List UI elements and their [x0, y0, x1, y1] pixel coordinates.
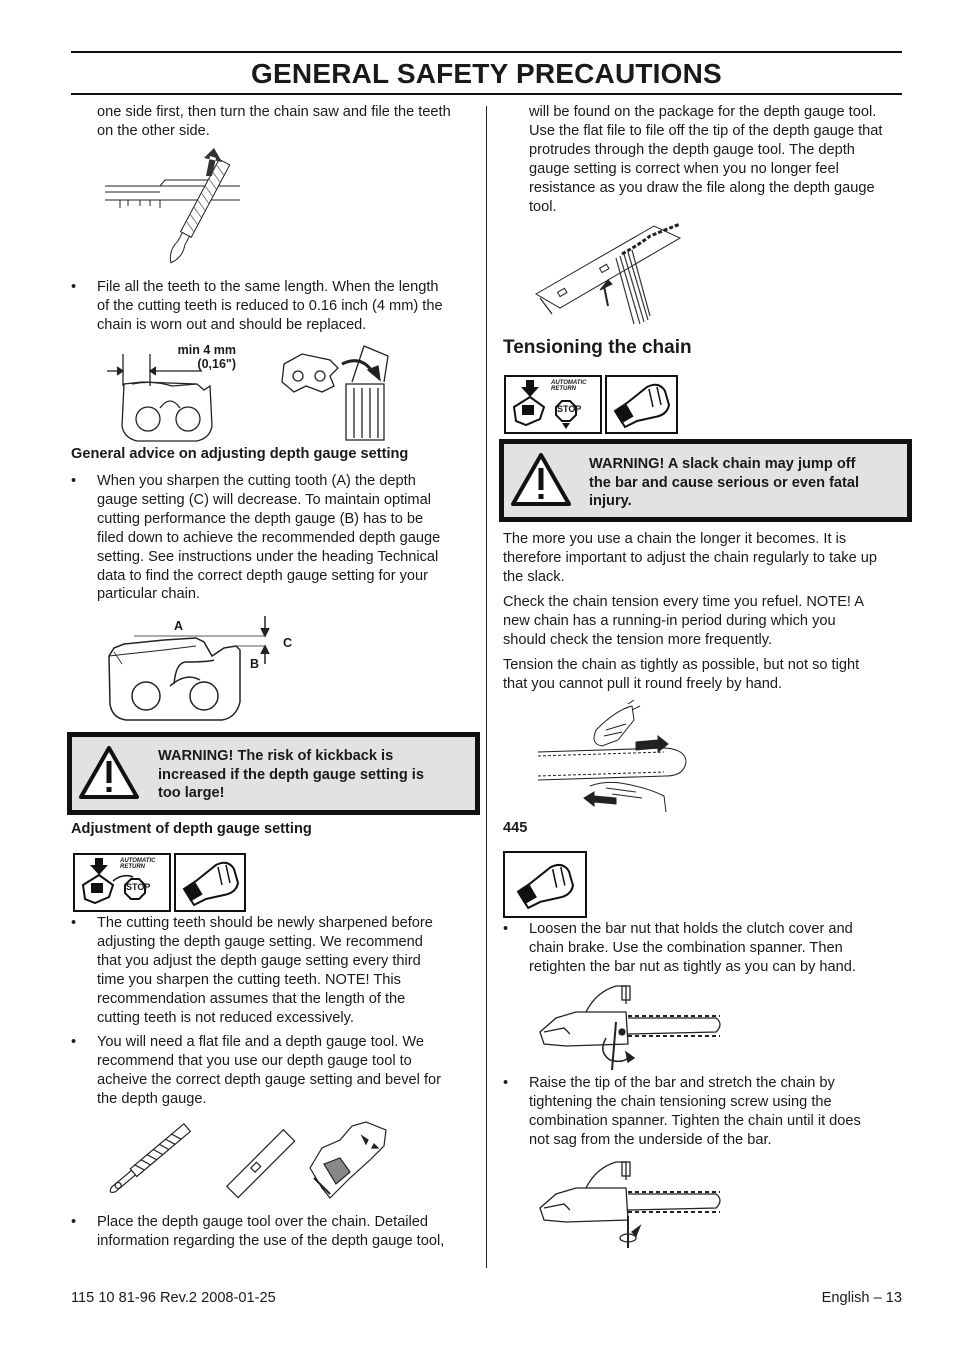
warning-triangle-icon [510, 452, 572, 508]
glove-icon [607, 377, 676, 432]
chainsaw-tension-screw-illustration [536, 1158, 728, 1250]
min-length-label: min 4 mm (0,16") [177, 343, 236, 371]
footer-page-number: English – 13 [821, 1290, 902, 1306]
tools-illustration [100, 1118, 400, 1202]
subheading-depth-gauge-advice: General advice on adjusting depth gauge setting [71, 446, 409, 462]
subheading-depth-gauge-adjustment: Adjustment of depth gauge setting [71, 821, 312, 837]
hands-pulling-chain-illustration [536, 700, 696, 816]
warning-text-kickback: WARNING! The risk of kickback is increased if the depth gauge setting is too large! [158, 748, 424, 801]
icon-chain-brake-stop-2 [504, 375, 602, 434]
warning-box-kickback [67, 732, 480, 815]
warning-box-slack-chain [499, 439, 912, 522]
header-rule-top [71, 51, 902, 53]
footer-doc-id: 115 10 81-96 Rev.2 2008-01-25 [71, 1290, 276, 1306]
stop-brake-icon-2 [506, 377, 600, 432]
warning-text-slack-chain: WARNING! A slack chain may jump off the bar and cause serious or even fatal injury. [589, 456, 860, 509]
icon-glove-2 [605, 375, 678, 434]
label-a: A [174, 619, 184, 633]
column-divider [486, 106, 487, 1268]
icon-glove-1 [174, 853, 246, 912]
label-c: C [283, 636, 293, 650]
label-b: B [250, 657, 260, 671]
continuation-text: will be found on the package for the depth gauge tool. Use the flat file to file off the tip of the depth gauge that protrudes through the depth gauge tool. The depth gauge setting is correct when you no longer feel resistance as you draw the file along the depth gauge tool. [529, 104, 883, 215]
header-rule-bottom [71, 93, 902, 95]
icon-glove-3 [503, 851, 587, 918]
model-label: 445 [503, 820, 528, 836]
depth-gauge-tooth-illustration [104, 612, 284, 727]
para-tension-tightly: Tension the chain as tightly as possible, but not so tight that you cannot pull it round freely by hand. [503, 657, 860, 692]
heading-tensioning: Tensioning the chain [503, 337, 692, 358]
icon-chain-brake-stop [73, 853, 171, 912]
para-check-tension: Check the chain tension every time you refuel. NOTE! A new chain has a running-in period during which you should check the tension more frequently. [503, 594, 864, 648]
auto-return-label: AUTOMATIC RETURN [120, 858, 156, 870]
stop-label: STOP [126, 882, 151, 892]
depth-gauge-tool-on-chain-illustration [530, 224, 690, 328]
stop-label-2: STOP [557, 404, 582, 414]
stop-brake-icon [75, 855, 169, 910]
intro-text: one side first, then turn the chain saw and file the teeth on the other side. [97, 104, 451, 139]
chainsaw-bar-nut-illustration [536, 982, 728, 1072]
auto-return-label-2: AUTOMATIC RETURN [551, 380, 587, 392]
glove-icon [176, 855, 244, 910]
page-title: GENERAL SAFETY PRECAUTIONS [251, 58, 722, 89]
warning-triangle-icon [78, 745, 140, 801]
glove-icon [509, 857, 581, 913]
file-sharpening-illustration [100, 148, 250, 276]
para-chain-longer: The more you use a chain the longer it becomes. It is therefore important to adjust the chain regularly to take up the slack. [503, 531, 877, 585]
tooth-min-length-illustration [102, 346, 402, 446]
